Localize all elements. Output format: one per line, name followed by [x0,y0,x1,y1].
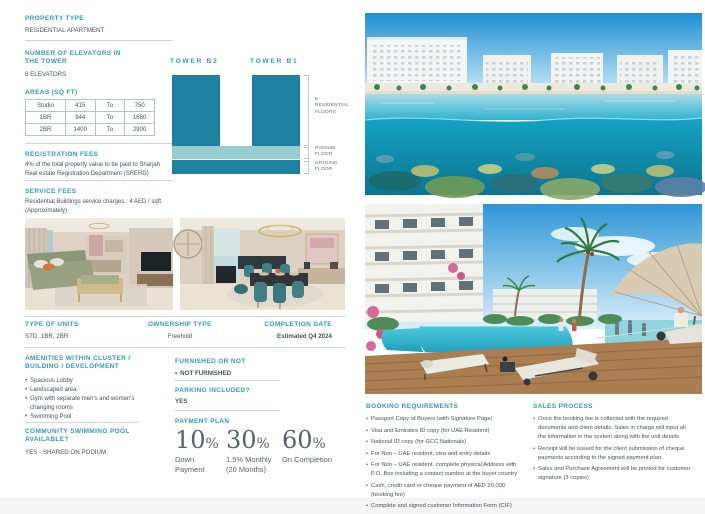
bullet: • [366,482,369,489]
area-cell: 2BR [26,124,66,136]
area-cell: 1680 [125,112,155,124]
furnished-heading: FURNISHED OR NOT [175,358,246,365]
type-of-units-value: STD, 1BR, 2BR [25,333,69,340]
payment-caption: Down Payment [175,455,205,474]
bullet: • [533,445,536,452]
booking-item: Visa and Emirates ID copy (for UAE Resident) [371,427,490,434]
divider [25,143,173,144]
booking-item: National ID copy (for GCC Nationals) [371,439,467,446]
pool-deck-render-photo [365,204,702,394]
type-of-units-heading: TYPE OF UNITS [25,321,79,328]
bullet: • [366,427,369,434]
booking-requirements-section [366,403,526,514]
divider [175,410,280,411]
divider [175,380,280,381]
list-item [533,465,695,483]
ground-floor-bracket [304,161,309,174]
completion-date-value: Estimated Q4 2024 [276,333,332,340]
list-item [366,502,526,511]
list-item [533,445,695,463]
payment-percent: 10% [175,426,219,454]
sales-item: Sales and Purchase Agreement will be printed for customer signature (3 copies) [538,466,691,482]
bullet: • [25,414,28,420]
sales-item: Receipt will be issued for the client submission of cheque payments according to the signed payment plan. [538,445,685,461]
sales-process-section [533,403,695,486]
payment-plan-heading: PAYMENT PLAN [175,418,230,425]
booking-item: For Non – UAE resident, visa and entry details [371,450,491,457]
booking-item: Cash, credit card or cheque payment of AED 20,000 (booking fee) [371,482,506,498]
payment-option-completion [282,428,348,465]
amenity-text: Landscaped area [30,387,77,393]
area-cell: Studio [26,100,66,112]
residential-floors-bracket [304,75,309,146]
community-pool-heading: COMMUNITY SWIMMING POOL AVAILABLE? [25,428,130,444]
areas-table [25,99,155,136]
list-item [25,377,145,386]
list-item [366,482,526,500]
area-cell: To [95,112,125,124]
table-row [26,124,155,136]
booking-item: For Non – UAE resident, complete physical Address with P.O. Box including a contact number at the buyer country [371,462,518,478]
area-cell: 1BR [26,112,66,124]
divider [25,40,173,41]
dining-room-photo [180,218,345,310]
area-cell: To [95,100,125,112]
furnished-value: NOT FURNISHED [180,370,232,377]
amenity-text: Swimming Pool [30,414,72,420]
elevators-value: 8 ELEVATORS [25,71,67,78]
list-item [25,386,145,395]
living-room-photo [25,218,173,310]
bullet: • [25,387,28,393]
sales-process-heading: SALES PROCESS [533,403,593,410]
service-fees-heading: SERVICE FEES [25,188,77,195]
area-cell: 1400 [65,124,95,136]
waterfront-render-photo [365,13,702,195]
bullet: • [25,378,28,384]
divider [25,422,139,423]
community-pool-value: YES - SHARED ON PODIUM [25,449,107,456]
parking-heading: PARKING INCLUDED? [175,387,250,394]
tower-b1-shape [252,75,300,146]
divider [25,347,345,348]
podium-floor-band [172,146,300,159]
bullet: • [366,450,369,457]
elevators-heading: NUMBER OF ELEVATORS IN THE TOWER [25,50,121,66]
bullet: • [366,416,369,423]
property-type-heading: PROPERTY TYPE [25,15,84,22]
bullet: • [533,416,536,423]
payment-percent: 60% [282,426,326,454]
furnished-value-item [175,369,285,378]
booking-item: Passport Copy of Buyers (with Signature Page) [371,416,493,423]
tower-b2-label: TOWER B2 [170,58,219,65]
ownership-type-heading: OWNERSHIP TYPE [148,321,212,328]
amenities-list [25,377,145,422]
ownership-type-value: Freehold [167,333,193,340]
residential-floors-label: 6 RESIDENTIAL FLOORS [315,97,349,115]
bullet: • [366,439,369,446]
amenity-text: Gym with separate men's and women's changing rooms [30,396,135,411]
podium-floor-label: PODIUM FLOOR [315,146,336,158]
list-item [366,438,526,447]
booking-item: Complete and signed customer Information Form (CIF) [371,503,512,510]
table-row [26,112,155,124]
areas-heading: AREAS (SQ FT) [25,89,78,96]
booking-requirements-heading: BOOKING REQUIREMENTS [366,403,459,410]
list-item [533,415,695,442]
sales-item: Once the booking fee is collected with the required documents and client details, Sales in charge will input all the information in the system along with the unit details [538,416,686,441]
bullet: • [366,503,369,510]
area-cell: 415 [65,100,95,112]
payment-option-monthly [226,428,281,475]
amenity-text: Spacious Lobby [30,378,73,384]
completion-date-heading: COMPLETION DATE [264,321,332,328]
divider [25,316,345,317]
podium-floor-bracket [304,147,309,159]
table-row [26,100,155,112]
area-cell: 2900 [125,124,155,136]
list-item [366,415,526,424]
bullet: • [175,370,178,377]
parking-value: YES [175,398,188,405]
payment-percent: 30% [226,426,270,454]
list-item [25,395,145,413]
area-cell: 750 [125,100,155,112]
divider [25,180,173,181]
list-item [366,450,526,459]
bullet: • [366,462,369,469]
property-type-value: RESIDENTIAL APARTMENT [25,27,105,34]
amenities-heading: AMENITIES WITHIN CLUSTER / BUILDING / DEVELOPMENT [25,355,131,371]
tower-b2-shape [172,75,220,146]
payment-option-down [175,428,225,475]
registration-fees-text: 4% of the total property value to be paid to Sharjah Real estate Registration Department (SRERD) [25,162,161,177]
list-item [25,413,145,422]
tower-b1-label: TOWER B1 [250,58,299,65]
bullet: • [25,396,28,402]
area-cell: 944 [65,112,95,124]
registration-fees-heading: REGISTRATION FEES [25,151,99,158]
bullet: • [533,466,536,473]
ground-floor-band [172,160,300,174]
service-fees-text: Residential Buildings service charges : 4 AED / sqft (Approximately) [25,199,162,214]
area-cell: To [95,124,125,136]
list-item [366,461,526,479]
payment-caption: 1.5% Monthly (20 Months) [226,455,272,474]
list-item [366,427,526,436]
payment-caption: On Completion [282,455,333,464]
ground-floor-label: GROUND FLOOR [315,161,338,173]
